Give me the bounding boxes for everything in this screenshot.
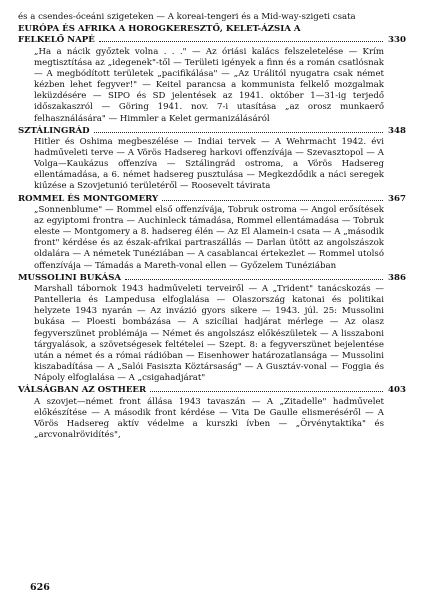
- toc-section: [18, 273, 406, 385]
- toc-heading: [18, 24, 406, 35]
- toc-page-number: 403: [388, 385, 406, 396]
- leader-dots: [99, 41, 383, 42]
- toc-heading-title: SZTÁLINGRÁD: [18, 125, 90, 136]
- toc-section-summary: „Ha a nácik győztek volna . . ." — Az óriási kalács felszeletelése — Krím megtisztítása az „idegenek"-től — Területi igények a finn és a román csatlósnak — A megbódított területek „pacifikálása" — „Az Urálitól nyugatra csak német kézben lehet fegyver!" — Keitel parancsa a kommunista felkelő mozgalmak leküzdésére — SIPO és SD jelentések az 1941. október 1—31-ig terjedő időszakaszról — Göring 1941. nov. 7-i utasítása „az orosz munkaerő felhasználására" — Himmler a Kelet germanizálásáról: [34, 46, 384, 124]
- toc-section-summary: Marshall tábornok 1943 hadműveleti terveiről — A „Trident" tanácskozás — Pantelleria és Lampedusa elfoglalása — Olaszország katonai és politikai helyzete 1943 nyarán — Az invázió gyors sikere — 1943. júl. 25: Mussolini bukása — Ploesti bombázása — A szicíliai hadjárat mérlege — Az olasz fegyverszünet problémája — Német és angolszász előkészületek — A lisszaboni tárgyalások, a szövetségesek feltételei — Szept. 8: a fegyverszünet bejelentése után a német és a római rádióban — Eisenhower határozatlansága — Mussolini kiszabadítása — A „Salói Fasiszta Köztársaság" — A Gusztáv-vonal — Foggia és Nápoly elfoglalása — A „csigahadjárat": [34, 283, 384, 384]
- toc-section: [18, 194, 406, 272]
- toc-page-number: 348: [388, 125, 406, 136]
- toc-heading: [18, 194, 406, 205]
- toc-section: [18, 385, 406, 441]
- toc-heading-line2: [18, 35, 406, 46]
- toc-section-body: [34, 47, 384, 125]
- toc-heading: [18, 385, 406, 396]
- toc-section-summary: Hitler és Oshima megbeszélése — Indiai tervek — A Wehrmacht 1942. évi hadműveleti terve — A Vörös Hadsereg harkovi offenzívája — Szevasztopol — A Volga—Kaukázus offenzíva — Sztálingrád ostroma, a Vörös Hadsereg ellentámadása, a 6. német hadsereg pusztulása — Megkezdődik a náci seregek kiűzése a Szovjetunió területéről — Roosevelt távirata: [34, 136, 384, 192]
- toc-section: [18, 126, 406, 193]
- toc-page-number: 367: [388, 193, 406, 204]
- toc-heading-title: VÁLSÁGBAN AZ OSTHEER: [18, 385, 147, 396]
- leader-dots: [162, 200, 383, 201]
- page-footer-number: 626: [30, 582, 50, 593]
- toc-page-number: 330: [388, 35, 406, 46]
- toc-section-body: [34, 397, 384, 442]
- toc-section-summary: „Sonnenblume" — Rommel első offenzívája, Tobruk ostroma — Angol erősítések az egyiptomi frontra — Auchinleck támadása, Rommel ellentámadása — Tobruk eleste — Montgomery a 8. hadsereg élén — Az El Alamein-i csata — A „második front" kérdése és az észak-afrikai partraszállás — Darlan ütött az angolszászok oldalára — A németek Tunéziában — A casablancai értekezlet — Rommel utolsó offenzívája — Támadás a Mareth-vonal ellen — Győzelem Tunéziában: [34, 204, 384, 271]
- leader-dots: [94, 132, 383, 133]
- leader-dots: [125, 279, 383, 280]
- toc-section: [18, 24, 406, 125]
- toc-section-body: [34, 205, 384, 272]
- toc-heading-title: ROMMEL ÉS MONTGOMERY: [18, 193, 159, 204]
- toc-heading-title: EURÓPA ÉS AFRIKA A HOROGKERESZTŐ, KELET-ÁZSIA A: [18, 24, 301, 35]
- toc-section-body: [34, 137, 384, 193]
- toc-heading: [18, 126, 406, 137]
- continued-entry: [18, 12, 406, 23]
- toc-heading-title: MUSSOLINI BUKÁSA: [18, 272, 122, 283]
- toc-section-body: [34, 284, 384, 384]
- leader-dots: [150, 391, 383, 392]
- toc-page-number: 386: [388, 272, 406, 283]
- toc-heading-title-line2: FELKELŐ NAPÉ: [18, 35, 95, 46]
- continued-entry-text: és a csendes-óceáni szigeteken — A koreai-tengeri és a Mid-way-szigeti csata: [18, 12, 356, 22]
- toc-heading: [18, 273, 406, 284]
- toc-section-summary: A szovjet—német front állása 1943 tavaszán — A „Zitadelle" hadművelet előkészítése — A második front kérdése — Vita De Gaulle elismeréséről — A Vörös Hadsereg aktív védelme a kurszki ívben — „Örvénytaktika" és „arcvonalrövidítés",: [34, 396, 384, 441]
- table-of-contents: [18, 12, 406, 441]
